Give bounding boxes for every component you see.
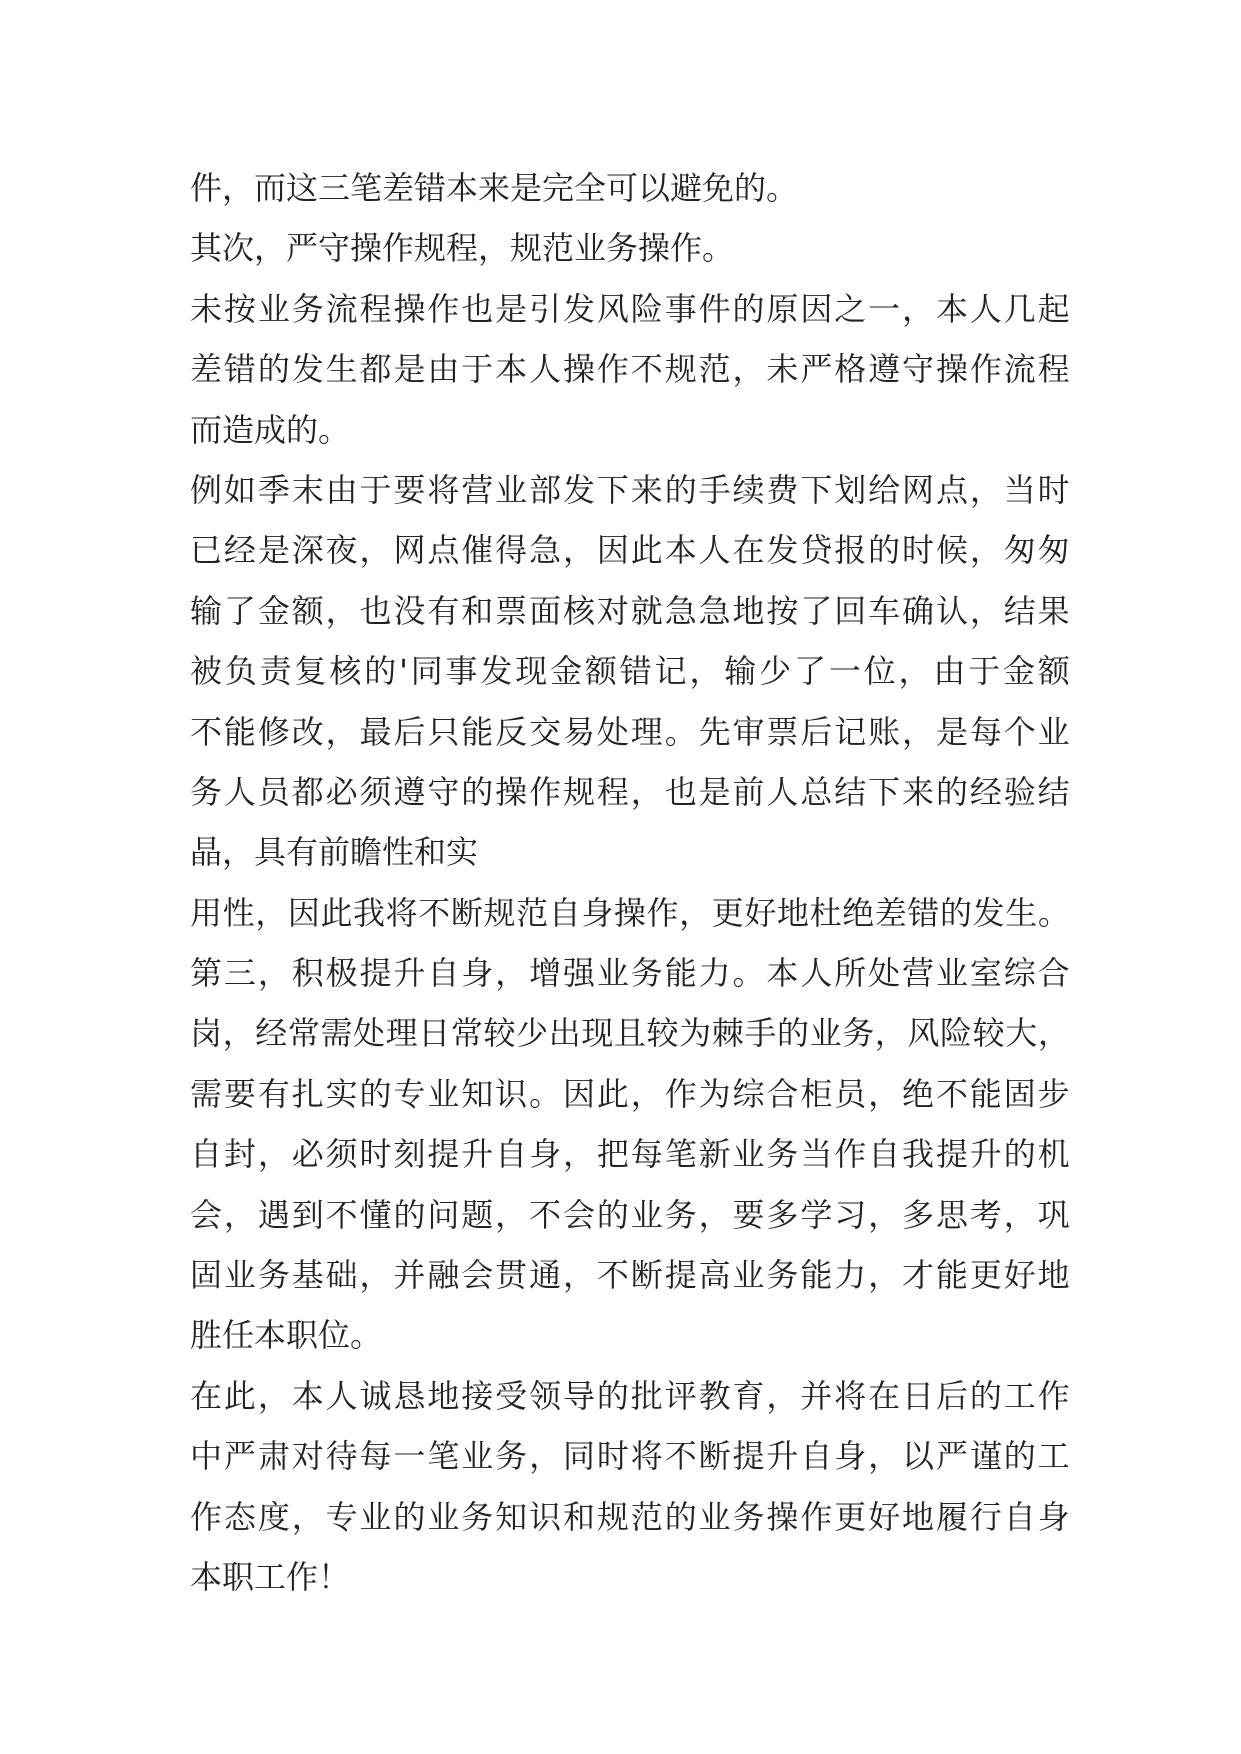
text-line: 已 经 是 深 夜 ， 网 点 催 得 急 ， 因 此 本 人 在 发 贷 报 的 时 候 ， 匆 匆 [190, 531, 1070, 570]
text-line: 用 性 ， 因 此 我 将 不 断 规 范 自 身 操 作 ， 更 好 地 杜 绝 差 错 的 发 生 。 [190, 893, 1070, 932]
text-line: 会 ， 遇 到 不 懂 的 问 题 ， 不 会 的 业 务 ， 要 多 学 习 ， 多 思 考 ， 巩 [190, 1195, 1070, 1234]
text-line: 被 负 责 复 核 的 ' 同 事 发 现 金 额 错 记 ， 输 少 了 一 位 ， 由 于 金 额 [190, 652, 1070, 691]
text-line: 件，而这三笔差错本来是完全可以避免的。 [190, 169, 799, 207]
text-line: 本职工作！ [190, 1557, 351, 1596]
text-line: 在 此 ， 本 人 诚 恳 地 接 受 领 导 的 批 评 教 育 ， 并 将 在 日 后 的 工 作 [190, 1376, 1070, 1415]
text-line: 第 三 ， 积 极 提 升 自 身 ， 增 强 业 务 能 力 。 本 人 所 处 营 业 室 综 合 [190, 954, 1070, 993]
text-line: 岗 ， 经 常 需 处 理 日 常 较 少 出 现 且 较 为 棘 手 的 业 务 ， 风 险 较 大 ， [190, 1014, 1070, 1053]
text-line: 中 严 肃 对 待 每 一 笔 业 务 ， 同 时 将 不 断 提 升 自 身 ， 以 严 谨 的 工 [190, 1437, 1070, 1476]
text-line: 而造成的。 [190, 410, 351, 449]
text-line: 差 错 的 发 生 都 是 由 于 本 人 操 作 不 规 范 ， 未 严 格 遵 守 操 作 流 程 [190, 350, 1070, 389]
text-line: 需 要 有 扎 实 的 专 业 知 识 。 因 此 ， 作 为 综 合 柜 员 ， 绝 不 能 固 步 [190, 1074, 1070, 1113]
text-line: 作 态 度 ， 专 业 的 业 务 知 识 和 规 范 的 业 务 操 作 更 好 地 履 行 自 身 [190, 1497, 1070, 1536]
text-line: 固 业 务 基 础 ， 并 融 会 贯 通 ， 不 断 提 高 业 务 能 力 ， 才 能 更 好 地 [190, 1256, 1070, 1295]
text-line: 输 了 金 额 ， 也 没 有 和 票 面 核 对 就 急 急 地 按 了 回 车 确 认 ， 结 果 [190, 591, 1070, 630]
text-line: 不 能 修 改 ， 最 后 只 能 反 交 易 处 理 。 先 审 票 后 记 账 ， 是 每 个 业 [190, 712, 1070, 751]
text-line: 务 人 员 都 必 须 遵 守 的 操 作 规 程 ， 也 是 前 人 总 结 下 来 的 经 验 结 [190, 772, 1070, 811]
text-line: 晶，具有前瞻性和实 [190, 833, 479, 872]
body-text [190, 158, 1070, 1607]
text-line: 未 按 业 务 流 程 操 作 也 是 引 发 风 险 事 件 的 原 因 之 一 ， 本 人 几 起 [190, 289, 1070, 328]
text-line: 自 封 ， 必 须 时 刻 提 升 自 身 ， 把 每 笔 新 业 务 当 作 自 我 提 升 的 机 [190, 1135, 1070, 1174]
text-line: 例 如 季 末 由 于 要 将 营 业 部 发 下 来 的 手 续 费 下 划 给 网 点 ， 当 时 [190, 470, 1070, 509]
text-line: 其次，严守操作规程，规范业务操作。 [190, 229, 735, 268]
text-line: 胜任本职位。 [190, 1316, 383, 1355]
